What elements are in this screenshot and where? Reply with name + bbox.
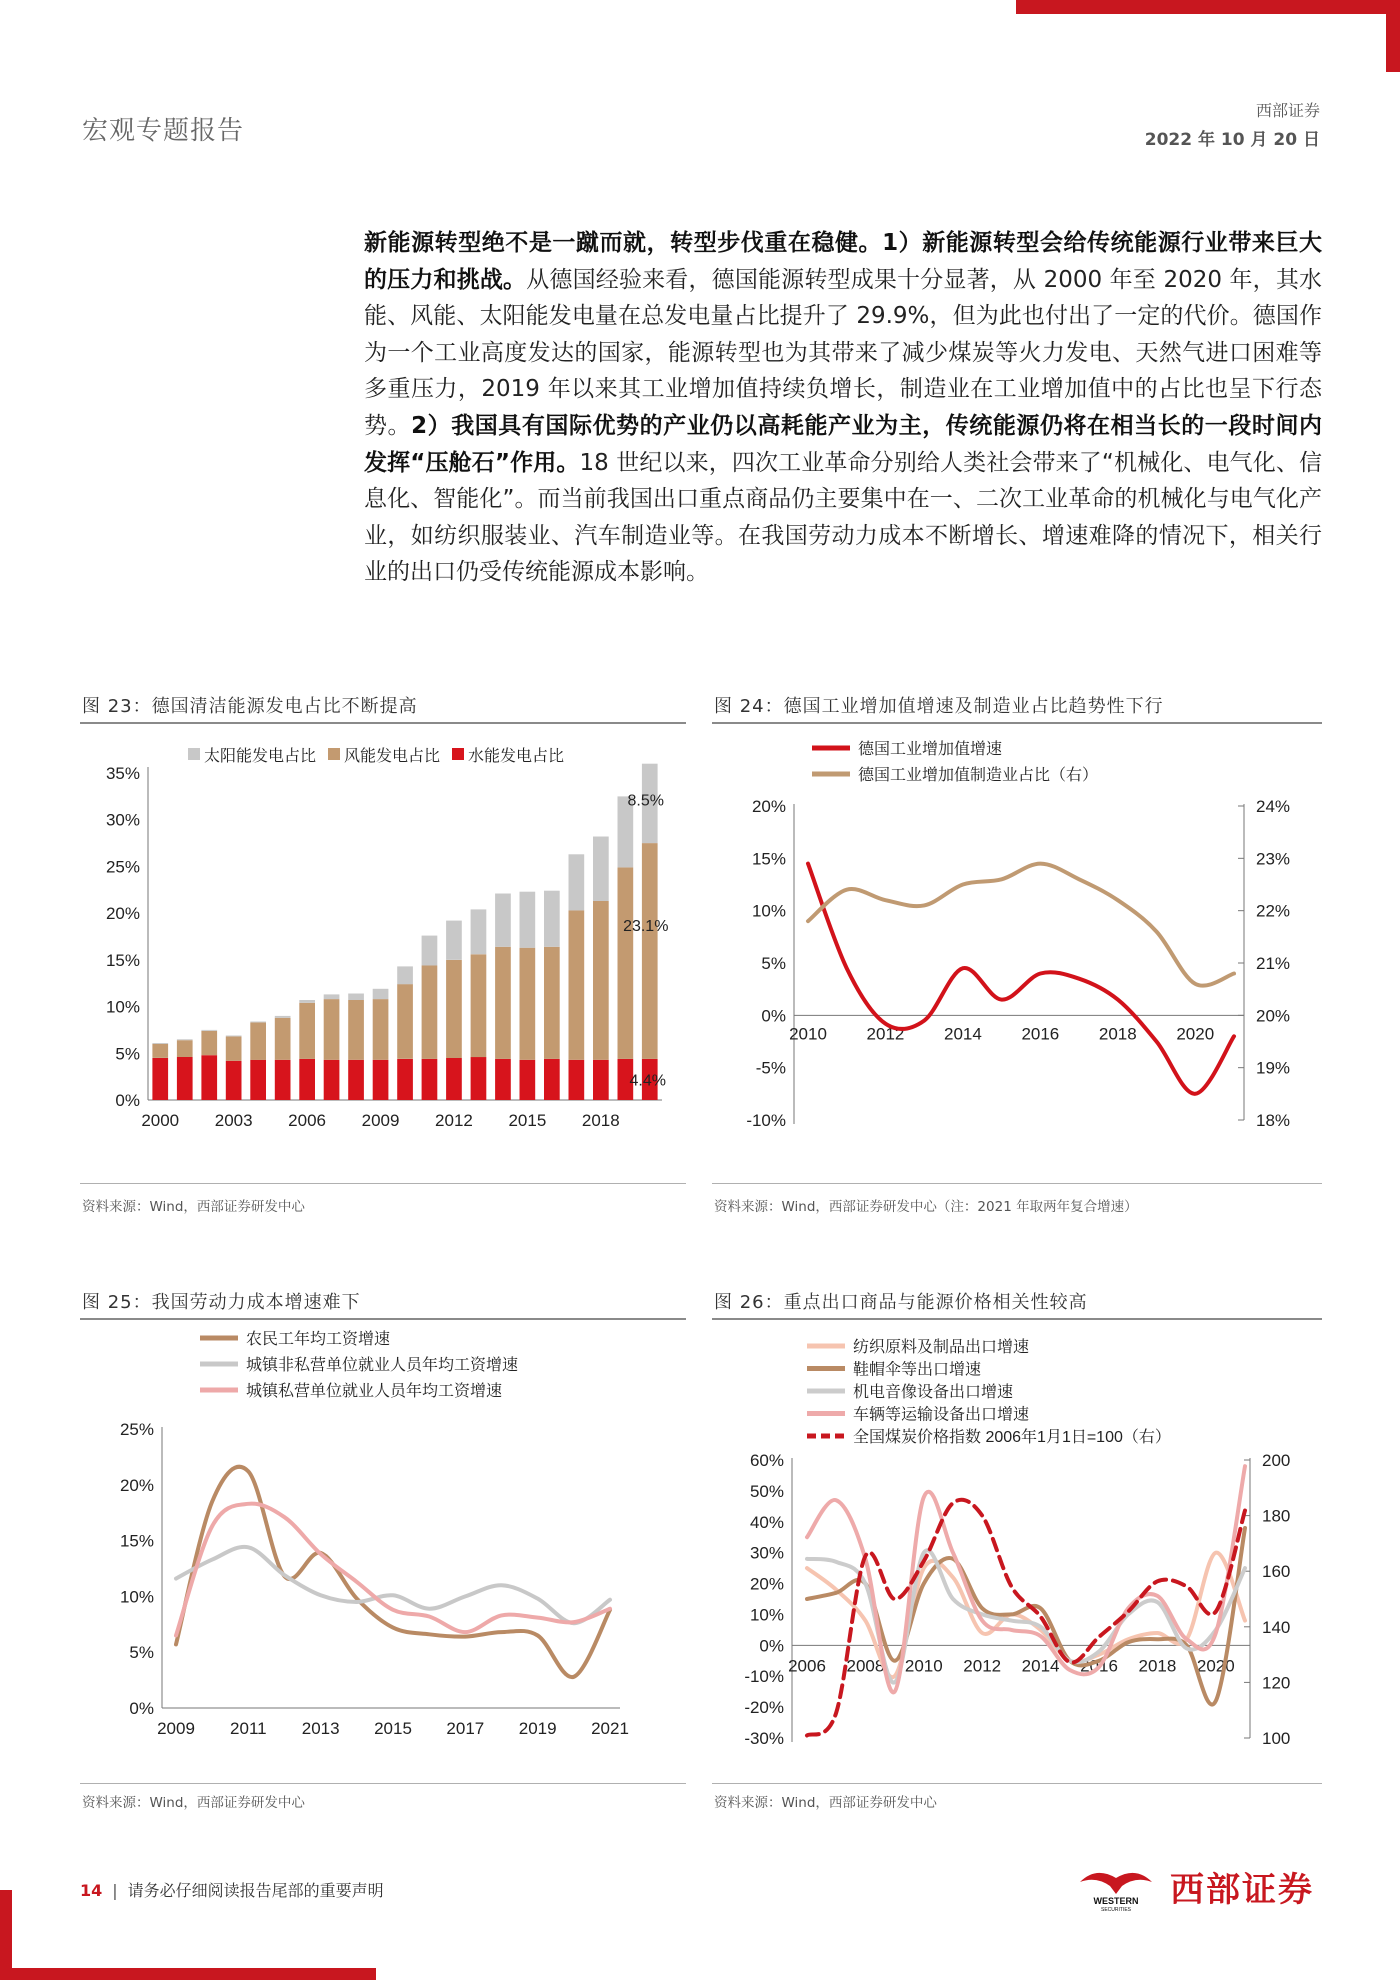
bar-solar-2009 bbox=[373, 989, 389, 999]
legend-label-0: 农民工年均工资增速 bbox=[246, 1331, 391, 1348]
y-left-tick-label: -20% bbox=[744, 1698, 784, 1718]
bar-hydro-2001 bbox=[177, 1057, 193, 1100]
bar-hydro-2009 bbox=[373, 1060, 389, 1100]
y-right-tick-label: 21% bbox=[1256, 954, 1291, 973]
bar-wind-2004 bbox=[250, 1023, 266, 1060]
bar-hydro-2003 bbox=[226, 1061, 242, 1100]
x-tick-label: 2018 bbox=[1098, 1024, 1137, 1044]
x-tick-label: 2015 bbox=[374, 1719, 412, 1738]
y-left-tick-label: 25% bbox=[119, 1420, 154, 1439]
fig26-bottom-rule bbox=[712, 1783, 1322, 1784]
y-left-tick-label: 20% bbox=[751, 797, 786, 816]
bar-hydro-2011 bbox=[422, 1059, 438, 1100]
y-right-tick-label: 19% bbox=[1256, 1058, 1291, 1078]
bar-hydro-2018 bbox=[593, 1060, 609, 1100]
y-left-tick-label: 5% bbox=[129, 1643, 154, 1663]
bar-solar-2014 bbox=[495, 894, 511, 947]
x-tick-label: 2018 bbox=[581, 1111, 620, 1130]
y-left-tick-label: 0% bbox=[759, 1636, 784, 1656]
y-tick-label: 25% bbox=[105, 857, 140, 877]
bar-wind-2014 bbox=[495, 947, 511, 1059]
y-tick-label: 35% bbox=[105, 764, 140, 783]
bar-hydro-2017 bbox=[569, 1060, 585, 1100]
y-left-tick-label: 15% bbox=[751, 849, 786, 869]
y-right-tick-label: 160 bbox=[1262, 1562, 1291, 1582]
bar-wind-2015 bbox=[520, 948, 536, 1060]
x-tick-label: 2012 bbox=[866, 1024, 905, 1044]
bar-wind-2003 bbox=[226, 1037, 242, 1061]
bar-hydro-2005 bbox=[275, 1060, 291, 1100]
y-left-tick-label: 0% bbox=[129, 1699, 154, 1718]
bar-solar-2012 bbox=[446, 921, 462, 960]
fig26-top-rule bbox=[712, 1318, 1322, 1320]
x-tick-label: 2019 bbox=[518, 1719, 557, 1738]
bar-solar-2008 bbox=[348, 994, 364, 1001]
logo-text: 西部证券 bbox=[1170, 1870, 1314, 1910]
legend-label-0: 太阳能发电占比 bbox=[204, 748, 317, 765]
corner-decoration-top-right bbox=[1016, 0, 1400, 72]
bar-wind-2000 bbox=[152, 1044, 168, 1058]
fig25-source: 资料来源：Wind，西部证券研发中心 bbox=[82, 1795, 305, 1811]
report-date: 2022 年 10 月 20 日 bbox=[1144, 130, 1320, 150]
bold-sentence-2: 2）我国具有国际优势的产业仍以高耗能产业为主，传统能源仍将在相当长的一段时间内发挥“压舱石”作用。 bbox=[364, 412, 1322, 476]
fig23-title: 图 23：德国清洁能源发电占比不断提高 bbox=[82, 696, 418, 717]
legend-label-0: 纺织原料及制品出口增速 bbox=[853, 1339, 1030, 1356]
footer-disclaimer: 请务必仔细阅读报告尾部的重要声明 bbox=[127, 1881, 384, 1900]
series-line-0 bbox=[176, 1467, 610, 1677]
data-label-solar: 8.5% bbox=[627, 792, 664, 810]
x-tick-label: 2010 bbox=[904, 1656, 943, 1676]
bar-solar-2004 bbox=[250, 1022, 266, 1023]
x-tick-label: 2020 bbox=[1176, 1024, 1215, 1044]
y-right-tick-label: 18% bbox=[1256, 1111, 1291, 1130]
bar-wind-2018 bbox=[593, 901, 609, 1060]
bar-hydro-2010 bbox=[397, 1059, 413, 1100]
fig23-source: 资料来源：Wind，西部证券研发中心 bbox=[82, 1199, 305, 1215]
series-line-2 bbox=[176, 1504, 610, 1636]
bar-hydro-2013 bbox=[471, 1057, 487, 1100]
data-label-wind: 23.1% bbox=[623, 918, 669, 936]
logo-brand: WESTERN bbox=[1093, 1896, 1139, 1906]
series-line-1 bbox=[808, 864, 1234, 986]
fig23-top-rule bbox=[80, 722, 686, 724]
legend-swatch-1 bbox=[328, 748, 340, 760]
x-tick-label: 2003 bbox=[214, 1111, 253, 1130]
y-tick-label: 5% bbox=[115, 1044, 140, 1064]
data-label-hydro: 4.4% bbox=[629, 1072, 666, 1090]
x-tick-label: 2006 bbox=[288, 1111, 327, 1130]
bar-wind-2006 bbox=[299, 1003, 315, 1059]
x-tick-label: 2021 bbox=[591, 1719, 629, 1738]
bar-wind-2019 bbox=[618, 867, 634, 1059]
x-tick-label: 2013 bbox=[301, 1719, 340, 1738]
bar-solar-2015 bbox=[520, 892, 536, 948]
bar-wind-2020 bbox=[642, 843, 658, 1059]
bar-solar-2013 bbox=[471, 909, 487, 954]
bar-solar-2001 bbox=[177, 1039, 193, 1040]
x-tick-label: 2009 bbox=[157, 1719, 195, 1738]
bar-wind-2002 bbox=[201, 1031, 217, 1055]
y-left-tick-label: -30% bbox=[744, 1729, 784, 1748]
logo-sub: SECURITIES bbox=[1100, 1907, 1132, 1912]
y-left-tick-label: -10% bbox=[744, 1667, 784, 1687]
legend-label-2: 机电音像设备出口增速 bbox=[853, 1384, 1014, 1401]
x-tick-label: 2018 bbox=[1138, 1656, 1177, 1676]
y-left-tick-label: -10% bbox=[746, 1111, 786, 1130]
y-tick-label: 15% bbox=[105, 950, 140, 970]
legend-label-0: 德国工业增加值增速 bbox=[858, 741, 1003, 758]
y-left-tick-label: 40% bbox=[749, 1512, 784, 1532]
fig24-bottom-rule bbox=[712, 1183, 1322, 1184]
bar-wind-2013 bbox=[471, 954, 487, 1057]
bar-hydro-2007 bbox=[324, 1060, 340, 1100]
footer bbox=[80, 1878, 384, 1901]
bar-solar-2018 bbox=[593, 837, 609, 902]
bar-hydro-2004 bbox=[250, 1060, 266, 1100]
bar-solar-2006 bbox=[299, 1000, 315, 1003]
x-tick-label: 2014 bbox=[1021, 1656, 1060, 1676]
bar-solar-2017 bbox=[569, 854, 585, 910]
bar-hydro-2008 bbox=[348, 1060, 364, 1100]
bar-hydro-2012 bbox=[446, 1058, 462, 1100]
fig26-title: 图 26：重点出口商品与能源价格相关性较高 bbox=[714, 1292, 1088, 1313]
body-paragraph bbox=[364, 225, 1322, 591]
series-line-0 bbox=[808, 864, 1234, 1094]
y-right-tick-label: 23% bbox=[1256, 849, 1291, 869]
report-type: 宏观专题报告 bbox=[82, 116, 245, 146]
bar-solar-2016 bbox=[544, 891, 560, 947]
bar-hydro-2006 bbox=[299, 1059, 315, 1100]
y-right-tick-label: 22% bbox=[1256, 901, 1291, 921]
y-tick-label: 10% bbox=[105, 997, 140, 1017]
bar-hydro-2014 bbox=[495, 1059, 511, 1100]
y-left-tick-label: 50% bbox=[749, 1481, 784, 1501]
x-tick-label: 2012 bbox=[435, 1111, 473, 1130]
corner-decoration-bottom-left bbox=[0, 1890, 376, 1980]
x-tick-label: 2011 bbox=[230, 1719, 267, 1738]
x-tick-label: 2000 bbox=[141, 1111, 180, 1130]
bar-wind-2009 bbox=[373, 999, 389, 1060]
bar-wind-2005 bbox=[275, 1018, 291, 1060]
legend-swatch-0 bbox=[188, 748, 200, 760]
y-left-tick-label: 10% bbox=[751, 901, 786, 921]
y-left-tick-label: 20% bbox=[119, 1475, 154, 1495]
footer-separator: | bbox=[112, 1881, 118, 1900]
fig24-title: 图 24：德国工业增加值增速及制造业占比趋势性下行 bbox=[714, 696, 1164, 717]
x-tick-label: 2020 bbox=[1196, 1656, 1235, 1676]
bold-sentence-1: 新能源转型绝不是一蹴而就，转型步伐重在稳健。1）新能源转型会给传统能源行业带来巨大的压力和挑战。 bbox=[364, 230, 1322, 293]
y-right-tick-label: 20% bbox=[1256, 1006, 1291, 1026]
bar-wind-2016 bbox=[544, 947, 560, 1059]
bar-wind-2007 bbox=[324, 999, 340, 1060]
x-tick-label: 2016 bbox=[1080, 1656, 1118, 1676]
bar-hydro-2015 bbox=[520, 1060, 536, 1100]
legend-label-1: 德国工业增加值制造业占比（右） bbox=[858, 767, 1099, 784]
sentence-2-rest: 18 世纪以来，四次工业革命分别给人类社会带来了“机械化、电气化、信息化、智能化”。而当前我国出口重点商品仍主要集中在一、二次工业革命的机械化与电气化产业，如纺织服装业、汽车制造业等。在我国劳动力成本不断增长、增速难降的情况下，相关行业的出口仍受传统能源成本影响。 bbox=[364, 449, 1323, 586]
y-left-tick-label: 30% bbox=[749, 1543, 784, 1563]
bar-solar-2010 bbox=[397, 966, 413, 984]
y-left-tick-label: 20% bbox=[749, 1574, 784, 1594]
x-tick-label: 2012 bbox=[963, 1656, 1002, 1676]
legend-label-1: 风能发电占比 bbox=[344, 748, 441, 765]
sentence-1-rest: 从德国经验来看，德国能源转型成果十分显著，从 2000 年至 2020 年，其水能、风能、太阳能发电量在总发电量占比提升了 29.9%，但为此也付出了一定的代价。德国作为一个工业高度发达的国家，能源转型也为其带来了减少煤炭等火力发电、天然气进口困难等多重压力，2019 年以来其工业增加值持续负增长，制造业在工业增加值中的占比也呈下行态势。 bbox=[364, 266, 1323, 439]
fig25-top-rule bbox=[80, 1318, 686, 1320]
bar-wind-2001 bbox=[177, 1040, 193, 1057]
y-right-tick-label: 140 bbox=[1262, 1617, 1291, 1637]
x-tick-label: 2009 bbox=[361, 1111, 400, 1130]
x-tick-label: 2006 bbox=[788, 1656, 826, 1676]
bar-wind-2012 bbox=[446, 960, 462, 1058]
fig23-chart bbox=[80, 728, 686, 1178]
fig24-source: 资料来源：Wind，西部证券研发中心（注：2021 年取两年复合增速） bbox=[714, 1199, 1138, 1215]
y-right-tick-label: 120 bbox=[1262, 1673, 1291, 1693]
header-meta bbox=[1145, 98, 1320, 150]
bar-solar-2007 bbox=[324, 994, 340, 999]
y-right-tick-label: 24% bbox=[1256, 797, 1291, 816]
x-tick-label: 2015 bbox=[508, 1111, 547, 1130]
y-tick-label: 0% bbox=[115, 1091, 140, 1110]
y-left-tick-label: 60% bbox=[749, 1451, 784, 1470]
bar-hydro-2002 bbox=[201, 1055, 217, 1100]
bar-hydro-2016 bbox=[544, 1059, 560, 1100]
fig24-top-rule bbox=[712, 722, 1322, 724]
bar-wind-2011 bbox=[422, 966, 438, 1059]
legend-label-1: 城镇非私营单位就业人员年均工资增速 bbox=[246, 1357, 519, 1374]
y-left-tick-label: 0% bbox=[761, 1006, 786, 1026]
y-left-tick-label: 15% bbox=[119, 1531, 154, 1551]
legend-label-4: 全国煤炭价格指数 2006年1月1日=100（右） bbox=[853, 1429, 1171, 1446]
page-number: 14 bbox=[80, 1881, 103, 1900]
y-tick-label: 30% bbox=[105, 810, 140, 830]
y-right-tick-label: 200 bbox=[1262, 1451, 1291, 1470]
fig26-source: 资料来源：Wind，西部证券研发中心 bbox=[714, 1795, 937, 1811]
x-tick-label: 2014 bbox=[943, 1024, 982, 1044]
legend-label-3: 车辆等运输设备出口增速 bbox=[853, 1406, 1030, 1424]
x-tick-label: 2008 bbox=[846, 1656, 885, 1676]
y-left-tick-label: 5% bbox=[761, 954, 786, 973]
fig23-bottom-rule bbox=[80, 1183, 686, 1184]
x-tick-label: 2016 bbox=[1021, 1024, 1060, 1044]
western-logo-icon bbox=[1066, 1864, 1166, 1916]
bar-solar-2003 bbox=[226, 1036, 242, 1037]
fig26-chart bbox=[712, 1322, 1322, 1778]
legend-label-1: 鞋帽伞等出口增速 bbox=[853, 1361, 982, 1379]
bar-wind-2017 bbox=[569, 910, 585, 1060]
fig24-chart bbox=[712, 728, 1322, 1178]
y-tick-label: 20% bbox=[105, 904, 140, 924]
y-left-tick-label: -5% bbox=[755, 1058, 786, 1078]
x-tick-label: 2017 bbox=[446, 1719, 485, 1738]
y-right-tick-label: 180 bbox=[1262, 1506, 1291, 1526]
bar-solar-2002 bbox=[201, 1030, 217, 1031]
company-name: 西部证券 bbox=[1255, 101, 1320, 120]
bar-hydro-2000 bbox=[152, 1058, 168, 1100]
legend-label-2: 城镇私营单位就业人员年均工资增速 bbox=[246, 1383, 503, 1400]
fig25-chart bbox=[80, 1322, 686, 1778]
bar-solar-2011 bbox=[422, 936, 438, 966]
bar-wind-2008 bbox=[348, 1000, 364, 1060]
legend-swatch-2 bbox=[452, 748, 464, 760]
legend-label-2: 水能发电占比 bbox=[468, 748, 565, 765]
x-tick-label: 2010 bbox=[789, 1024, 827, 1044]
bar-solar-2000 bbox=[152, 1043, 168, 1044]
bar-solar-2005 bbox=[275, 1016, 291, 1018]
bar-wind-2010 bbox=[397, 984, 413, 1059]
fig25-title: 图 25：我国劳动力成本增速难下 bbox=[82, 1292, 361, 1313]
y-left-tick-label: 10% bbox=[119, 1587, 154, 1607]
y-left-tick-label: 10% bbox=[749, 1605, 784, 1625]
fig25-bottom-rule bbox=[80, 1783, 686, 1784]
y-right-tick-label: 100 bbox=[1262, 1729, 1291, 1748]
